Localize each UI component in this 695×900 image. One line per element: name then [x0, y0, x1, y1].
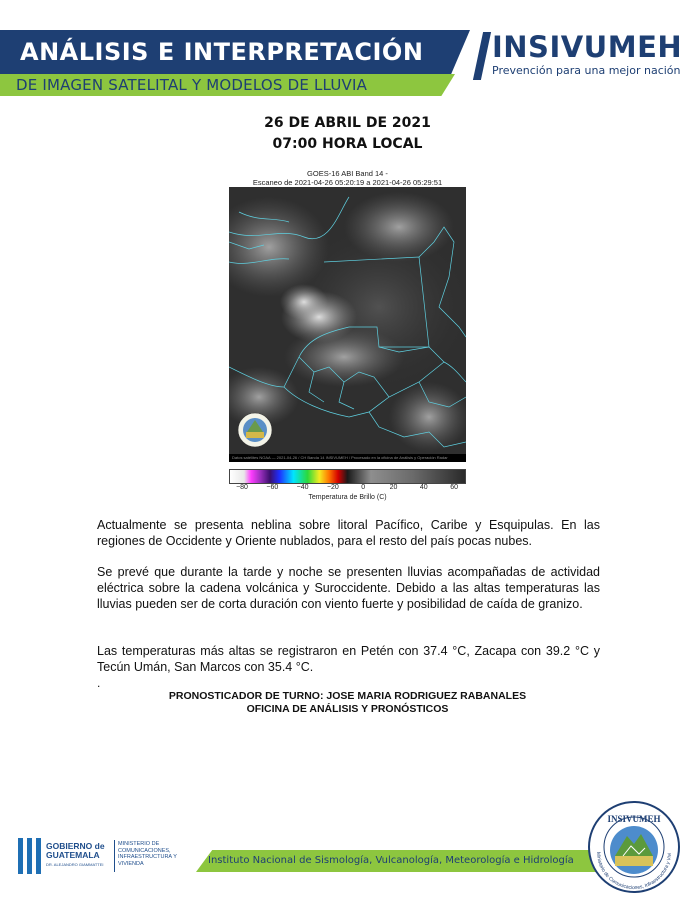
paragraph-conditions: Actualmente se presenta neblina sobre litoral Pacífico, Caribe y Esquipulas. En las regiones de Occidente y Oriente nublados, para el resto del país pocas nubes.: [97, 518, 600, 548]
insivumeh-seal-icon: [238, 413, 272, 447]
ministry-name: MINISTERIO DE COMUNICACIONES, INFRAESTRUCTURA Y VIVIENDA: [118, 841, 177, 867]
colorbar-tick: −40: [296, 484, 309, 491]
trailing-dot: .: [97, 676, 101, 690]
page-subtitle: DE IMAGEN SATELITAL Y MODELOS DE LLUVIA: [16, 76, 368, 94]
report-time: 07:00 HORA LOCAL: [272, 136, 423, 152]
office-line: OFICINA DE ANÁLISIS Y PRONÓSTICOS: [246, 703, 449, 715]
gov-subtitle: DR. ALEJANDRO GIAMMATTEI: [46, 862, 104, 867]
colorbar-tick: −60: [266, 484, 279, 491]
colorbar-tick: 20: [389, 484, 398, 491]
brand-bar-icon: [473, 32, 491, 80]
seal-name: INSIVUMEH: [607, 814, 661, 824]
gov-title: GOBIERNO de GUATEMALA: [46, 841, 105, 860]
brand-tagline: Prevención para una mejor nación: [492, 64, 681, 77]
colorbar-label: Temperatura de Brillo (C): [308, 494, 387, 501]
satellite-footer: Datos satélites NOAA — 2021-04-26 / CH Banda 14 INSIVUMEH / Procesado en la oficina de Análisis y Operación Radar: [229, 454, 466, 462]
colorbar-tick: 0: [361, 484, 366, 491]
satellite-map: [229, 187, 466, 462]
institute-name: Instituto Nacional de Sismología, Vulcanología, Meteorología e Hidrología: [208, 855, 574, 866]
guatemala-flag-icon: [18, 838, 42, 874]
satellite-caption-scan: Escaneo de 2021-04-26 05:20:19 a 2021-04-26 05:29:51: [252, 178, 443, 187]
report-date: 26 DE ABRIL DE 2021: [264, 115, 431, 131]
paragraph-forecast: Se prevé que durante la tarde y noche se presenten lluvias acompañadas de actividad eléctrica sobre la cadena volcánica y Suroccidente. Debido a las altas temperaturas las lluvias pueden ser de corta duración con viento fuerte y posibilidad de caída de granizo.: [97, 565, 600, 611]
seal-ring-text-path: Ministerio de Comunicaciones, Infraestructura y Vivi: [594, 851, 673, 892]
paragraph-temperatures: Las temperaturas más altas se registraron en Petén con 37.4 °C, Zacapa con 39.2 °C y Tecún Umán, San Marcos con 35.4 °C.: [97, 644, 600, 674]
colorbar-tick: 60: [450, 484, 458, 491]
insivumeh-seal-logo: [587, 800, 681, 894]
colorbar-tick: 40: [419, 484, 428, 491]
gov-separator: [114, 840, 115, 872]
government-logo: [18, 838, 188, 878]
colorbar-tick: −20: [326, 484, 339, 491]
colorbar: [229, 469, 466, 484]
colorbar-tick: −80: [236, 484, 248, 491]
satellite-image: [229, 187, 466, 462]
forecaster-line: PRONOSTICADOR DE TURNO: JOSE MARIA RODRIGUEZ RABANALES: [168, 690, 527, 702]
page-title: ANÁLISIS E INTERPRETACIÓN: [20, 38, 424, 66]
satellite-caption-band: GOES-16 ABI Band 14 -: [307, 169, 388, 178]
brand-logo: INSIVUMEH: [492, 30, 683, 64]
